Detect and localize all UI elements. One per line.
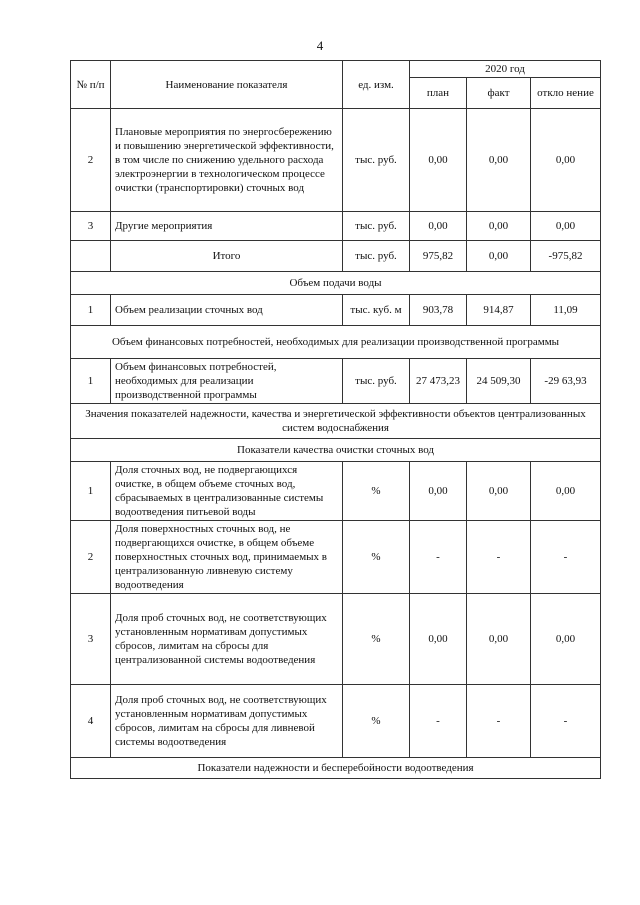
row-fact: 0,00 <box>467 212 531 241</box>
row-deviation: 0,00 <box>531 109 601 212</box>
row-deviation: 11,09 <box>531 295 601 326</box>
section-indicators: Значения показателей надежности, качества и энергетической эффективности объектов централизованных систем водоснабжения <box>71 404 601 439</box>
row-num: 1 <box>71 462 111 521</box>
row-unit: % <box>343 462 410 521</box>
row-unit: тыс. руб. <box>343 212 410 241</box>
row-plan: 0,00 <box>410 594 467 685</box>
row-num: 4 <box>71 685 111 758</box>
row-num: 2 <box>71 521 111 594</box>
row-name: Объем финансовых потребностей, необходимых для реализации производственной программы <box>111 359 343 404</box>
row-name: Объем реализации сточных вод <box>111 295 343 326</box>
row-name: Доля проб сточных вод, не соответствующих установленным нормативам допустимых сбросов, лимитам на сбросы для централизованной системы водоотведения <box>111 594 343 685</box>
row-plan: - <box>410 521 467 594</box>
table-row <box>71 295 601 326</box>
total-deviation: -975,82 <box>531 241 601 272</box>
table-row <box>71 685 601 758</box>
total-plan: 975,82 <box>410 241 467 272</box>
section-row <box>71 272 601 295</box>
row-plan: 0,00 <box>410 212 467 241</box>
row-plan: 27 473,23 <box>410 359 467 404</box>
section-supply: Объем подачи воды <box>71 272 601 295</box>
total-row <box>71 241 601 272</box>
row-unit: % <box>343 521 410 594</box>
row-name: Доля сточных вод, не подвергающихся очистке, в общем объеме сточных вод, сбрасываемых в централизованные системы водоотведения питьевой воды <box>111 462 343 521</box>
table-row <box>71 212 601 241</box>
row-deviation: - <box>531 521 601 594</box>
row-name: Другие мероприятия <box>111 212 343 241</box>
row-num: 1 <box>71 359 111 404</box>
table-row <box>71 521 601 594</box>
row-deviation: 0,00 <box>531 212 601 241</box>
section-finance: Объем финансовых потребностей, необходимых для реализации производственной программы <box>71 326 601 359</box>
section-reliability: Показатели надежности и бесперебойности водоотведения <box>71 758 601 779</box>
row-num: 2 <box>71 109 111 212</box>
row-deviation: -29 63,93 <box>531 359 601 404</box>
header-name: Наименование показателя <box>111 61 343 109</box>
table-row <box>71 109 601 212</box>
row-unit: % <box>343 685 410 758</box>
row-name: Доля проб сточных вод, не соответствующих установленным нормативам допустимых сбросов, лимитам на сбросы для ливневой системы водоотведения <box>111 685 343 758</box>
section-row <box>71 439 601 462</box>
row-num: 3 <box>71 594 111 685</box>
table-row <box>71 594 601 685</box>
row-plan: 0,00 <box>410 109 467 212</box>
row-name: Плановые мероприятия по энергосбережению и повышению энергетической эффективности, в том числе по снижению удельного расхода электроэнергии в технологическом процессе очистки (транспортировки) сточных вод <box>111 109 343 212</box>
row-deviation: 0,00 <box>531 594 601 685</box>
section-row <box>71 404 601 439</box>
row-fact: - <box>467 521 531 594</box>
header-row <box>71 61 601 78</box>
row-unit: тыс. руб. <box>343 359 410 404</box>
row-plan: - <box>410 685 467 758</box>
table-row <box>71 462 601 521</box>
section-row <box>71 326 601 359</box>
page-number: 4 <box>316 38 324 53</box>
row-unit: тыс. куб. м <box>343 295 410 326</box>
header-plan: план <box>410 78 467 109</box>
header-num: № п/п <box>71 61 111 109</box>
row-unit: тыс. руб. <box>343 109 410 212</box>
header-unit: ед. изм. <box>343 61 410 109</box>
section-quality: Показатели качества очистки сточных вод <box>71 439 601 462</box>
total-num-cell <box>71 241 111 272</box>
indicators-table <box>70 60 601 779</box>
row-fact: 0,00 <box>467 462 531 521</box>
row-deviation: 0,00 <box>531 462 601 521</box>
row-fact: 914,87 <box>467 295 531 326</box>
row-deviation: - <box>531 685 601 758</box>
row-fact: 0,00 <box>467 594 531 685</box>
total-label: Итого <box>111 241 343 272</box>
total-unit: тыс. руб. <box>343 241 410 272</box>
total-fact: 0,00 <box>467 241 531 272</box>
row-name: Доля поверхностных сточных вод, не подвергающихся очистке, в общем объеме поверхностных сточных вод, принимаемых в централизованную ливневую систему водоотведения <box>111 521 343 594</box>
header-year: 2020 год <box>410 61 601 78</box>
header-deviation: откло нение <box>531 78 601 109</box>
header-fact: факт <box>467 78 531 109</box>
row-fact: 24 509,30 <box>467 359 531 404</box>
table-row <box>71 359 601 404</box>
row-plan: 0,00 <box>410 462 467 521</box>
row-fact: - <box>467 685 531 758</box>
row-num: 1 <box>71 295 111 326</box>
row-unit: % <box>343 594 410 685</box>
row-plan: 903,78 <box>410 295 467 326</box>
section-row <box>71 758 601 779</box>
row-num: 3 <box>71 212 111 241</box>
row-fact: 0,00 <box>467 109 531 212</box>
